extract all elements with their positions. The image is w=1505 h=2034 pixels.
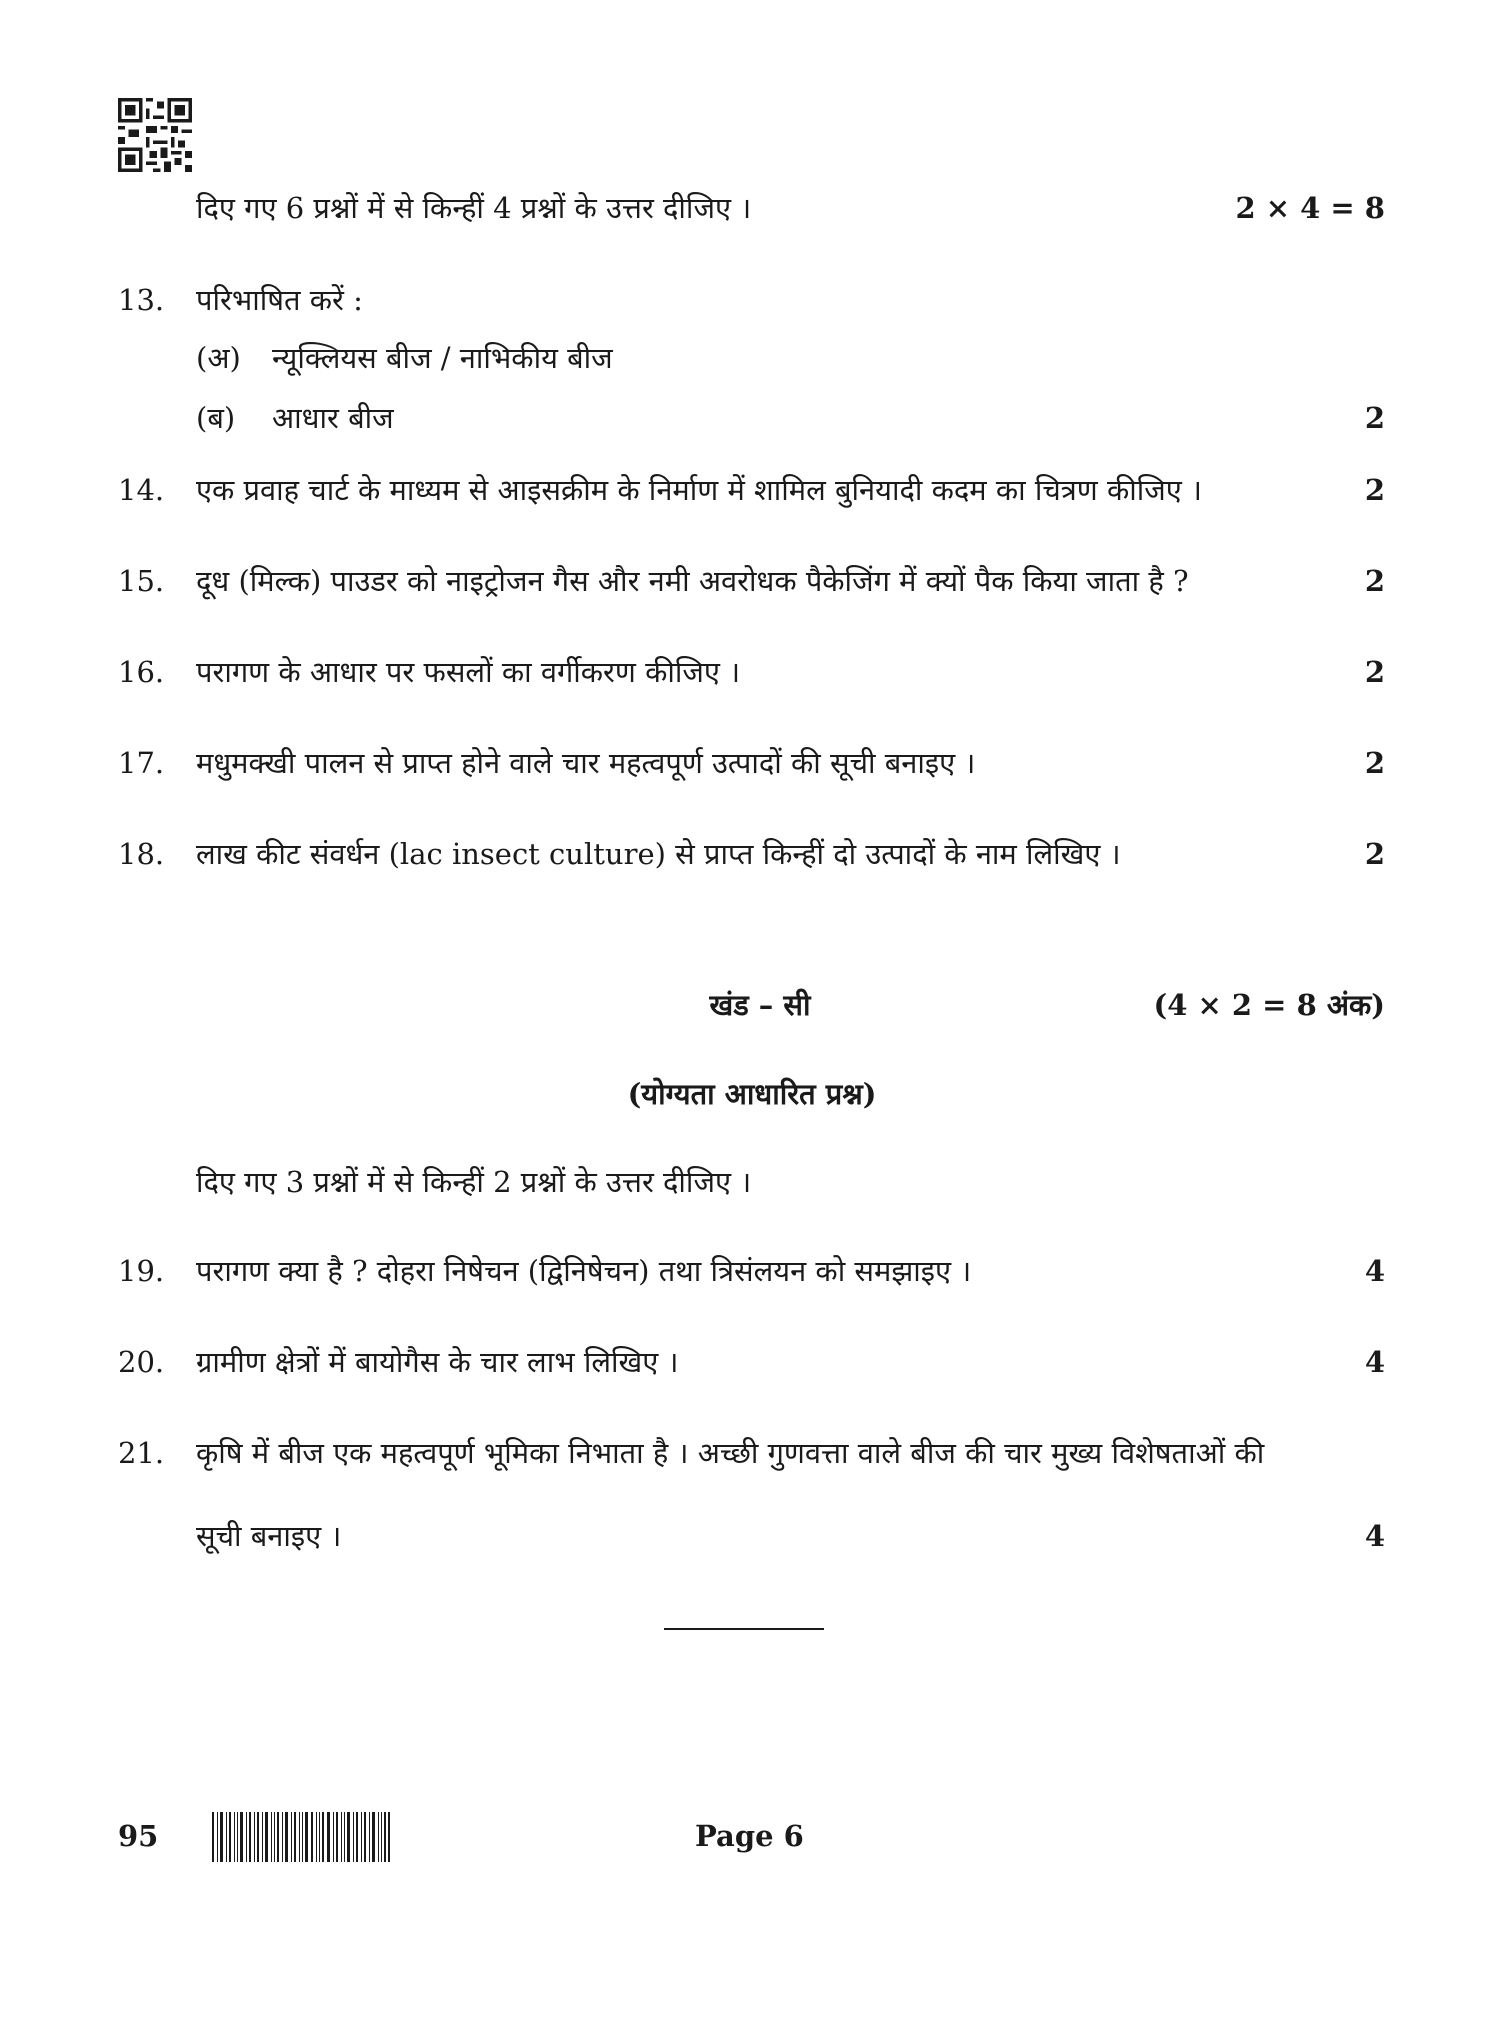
subpart-text: आधार बीज (272, 401, 394, 435)
question-text: परागण क्या है ? दोहरा निषेचन (द्विनिषेचन) तथा त्रिसंलयन को समझाइए । (196, 1254, 972, 1288)
qr-code-icon (118, 98, 192, 172)
question-marks: 2 (1364, 655, 1385, 689)
question-number: 20. (118, 1345, 165, 1379)
question-number: 19. (118, 1254, 165, 1288)
section-instruction: दिए गए 3 प्रश्नों में से किन्हीं 2 प्रश्नों के उत्तर दीजिए । (196, 1165, 752, 1199)
question-text: मधुमक्खी पालन से प्राप्त होने वाले चार महत्वपूर्ण उत्पादों की सूची बनाइए । (196, 746, 976, 780)
question-number: 13. (118, 283, 165, 317)
page-number: Page 6 (695, 1819, 804, 1853)
subpart-label: (ब) (196, 401, 236, 435)
barcode-icon (212, 1812, 390, 1862)
question-text: दूध (मिल्क) पाउडर को नाइट्रोजन गैस और नमी अवरोधक पैकेजिंग में क्यों पैक किया जाता है ? (196, 564, 1189, 598)
question-marks: 2 (1364, 746, 1385, 780)
section-instruction: दिए गए 6 प्रश्नों में से किन्हीं 4 प्रश्नों के उत्तर दीजिए । (196, 191, 752, 225)
question-number: 21. (118, 1436, 165, 1470)
subpart-label: (अ) (196, 341, 241, 375)
section-title: खंड – सी (709, 988, 811, 1022)
section-marks: (4 × 2 = 8 अंक) (1153, 988, 1385, 1022)
section-subtitle: (योग्यता आधारित प्रश्न) (627, 1077, 877, 1111)
question-marks: 4 (1364, 1345, 1385, 1379)
question-number: 18. (118, 837, 165, 871)
question-text: परागण के आधार पर फसलों का वर्गीकरण कीजिए । (196, 655, 741, 689)
subpart-text: न्यूक्लियस बीज / नाभिकीय बीज (272, 341, 613, 375)
question-marks: 4 (1364, 1254, 1385, 1288)
question-number: 15. (118, 564, 165, 598)
end-divider (664, 1628, 824, 1630)
question-text: परिभाषित करें : (196, 283, 363, 317)
question-text: ग्रामीण क्षेत्रों में बायोगैस के चार लाभ लिखिए । (196, 1345, 679, 1379)
question-text: कृषि में बीज एक महत्वपूर्ण भूमिका निभाता है । अच्छी गुणवत्ता वाले बीज की चार मुख्य विशेषताओं की (196, 1436, 1265, 1470)
paper-code: 95 (118, 1819, 159, 1853)
question-marks: 2 (1364, 473, 1385, 507)
question-marks: 4 (1364, 1519, 1385, 1553)
question-marks: 2 (1364, 837, 1385, 871)
question-text-continued: सूची बनाइए । (196, 1519, 342, 1553)
question-text: एक प्रवाह चार्ट के माध्यम से आइसक्रीम के निर्माण में शामिल बुनियादी कदम का चित्रण कीजिए । (196, 473, 1203, 507)
question-marks: 2 (1364, 401, 1385, 435)
question-number: 17. (118, 746, 165, 780)
question-marks: 2 (1364, 564, 1385, 598)
question-number: 14. (118, 473, 165, 507)
question-number: 16. (118, 655, 165, 689)
question-text: लाख कीट संवर्धन (lac insect culture) से प्राप्त किन्हीं दो उत्पादों के नाम लिखिए । (196, 837, 1121, 871)
section-marks: 2 × 4 = 8 (1235, 191, 1385, 225)
